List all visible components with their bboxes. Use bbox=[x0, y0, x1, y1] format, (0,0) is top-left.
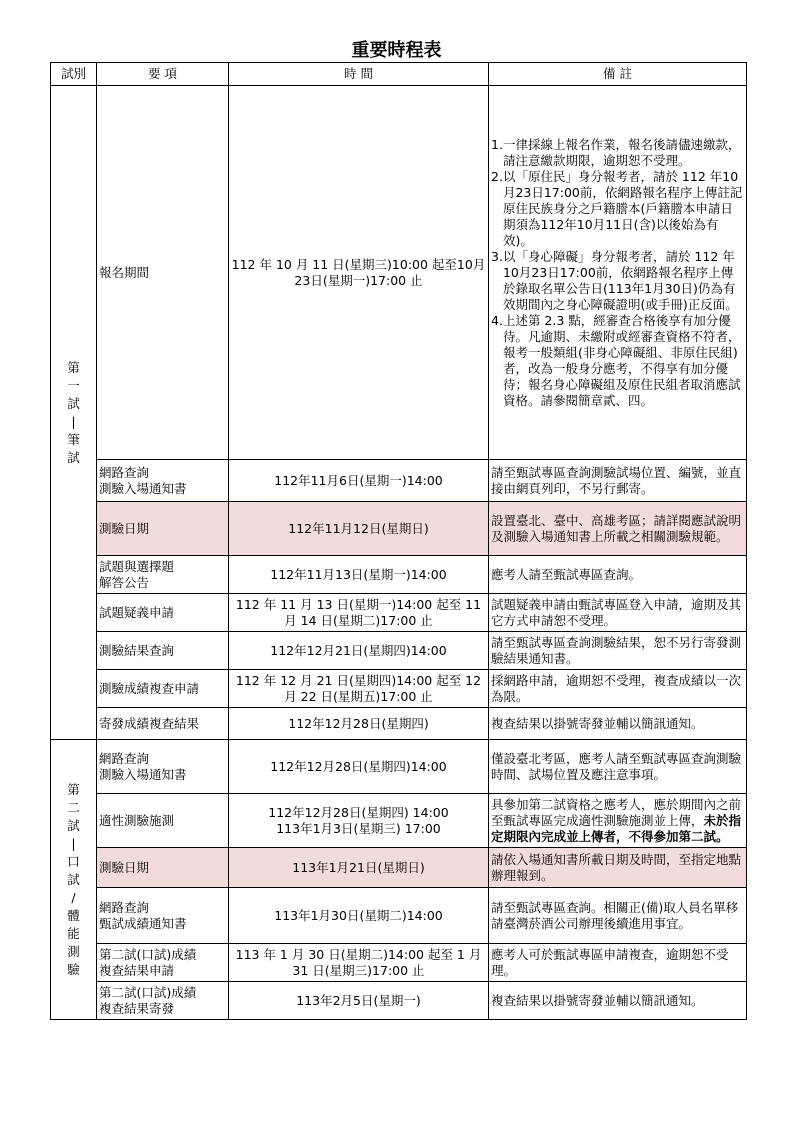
note-cell: 設置臺北、臺中、高雄考區；請詳閱應試說明及測驗入場通知書上所載之相關測驗規範。 bbox=[489, 502, 747, 556]
stage-char: 二 bbox=[67, 799, 80, 815]
item-cell: 試題疑義申請 bbox=[97, 594, 229, 632]
note-text: 一律採線上報名作業，報名後請儘速繳款，請注意繳款期限，逾期恕不受理。 bbox=[502, 136, 741, 168]
note-cell: 僅設臺北考區，應考人請至甄試專區查詢測驗時間、試場位置及應注意事項。 bbox=[489, 740, 747, 794]
time-cell: 112年12月21日(星期四)14:00 bbox=[229, 632, 489, 670]
schedule-row bbox=[51, 708, 747, 740]
note-text: 以「身心障礙」身分報考者，請於 112 年10月23日17:00前，依網路報名程序上傳於錄取名單公告日(113年1月30日)仍為有效期間內之身心障礙證明(或手冊)正反面。 bbox=[502, 248, 738, 312]
stage-char: / bbox=[71, 889, 76, 905]
stage-char: 一 bbox=[67, 377, 80, 393]
stage-char: 試 bbox=[67, 871, 80, 887]
stage-char: 體 bbox=[67, 907, 80, 923]
schedule-row bbox=[51, 944, 747, 982]
header-row bbox=[51, 63, 747, 86]
stage-label bbox=[51, 781, 96, 979]
schedule-row bbox=[51, 502, 747, 556]
stage-label bbox=[51, 359, 96, 467]
stage-char: 口 bbox=[67, 853, 80, 869]
time-cell: 113年2月5日(星期一) bbox=[229, 982, 489, 1020]
note-cell: 具參加第二試資格之應考人，應於期間內之前至甄試專區完成適性測驗施測並上傳，未於指定期限內完成並上傳者，不得參加第二試。 bbox=[489, 794, 747, 848]
stage-char: 測 bbox=[67, 943, 80, 959]
stage-char: | bbox=[71, 835, 76, 851]
header-time: 時 間 bbox=[229, 63, 489, 86]
time-cell: 113年1月21日(星期日) bbox=[229, 848, 489, 888]
time-cell: 112年12月28日(星期四)14:00 bbox=[229, 740, 489, 794]
item-cell: 測驗日期 bbox=[97, 502, 229, 556]
item-cell: 網路查詢 測驗入場通知書 bbox=[97, 460, 229, 502]
stage-char: 第 bbox=[67, 359, 80, 375]
note-list bbox=[491, 137, 744, 409]
item-cell: 測驗結果查詢 bbox=[97, 632, 229, 670]
note-cell bbox=[489, 86, 747, 460]
item-cell: 網路查詢 測驗入場通知書 bbox=[97, 740, 229, 794]
stage-char: 試 bbox=[67, 817, 80, 833]
item-cell: 測驗日期 bbox=[97, 848, 229, 888]
time-cell: 112年11月6日(星期一)14:00 bbox=[229, 460, 489, 502]
stage-char: 試 bbox=[67, 449, 80, 465]
item-cell: 適性測驗施測 bbox=[97, 794, 229, 848]
stage-char: 試 bbox=[67, 395, 80, 411]
schedule-row bbox=[51, 794, 747, 848]
stage-cell bbox=[51, 86, 97, 740]
schedule-row bbox=[51, 556, 747, 594]
note-number: 3. bbox=[491, 248, 503, 264]
note-text: 上述第 2.3 點，經審查合格後享有加分優待。凡逾期、未繳附或經審查資格不符者，報考一般類組(非身心障礙組、非原住民組)者，改為一般身分應考，不得享有加分優待；報名身心障礙組及原住民組者取消應試資格。請參閱簡章貳、四。 bbox=[502, 312, 741, 408]
note-cell: 複查結果以掛號寄發並輔以簡訊通知。 bbox=[489, 982, 747, 1020]
note-list-item bbox=[491, 313, 744, 409]
schedule-table bbox=[50, 62, 747, 1020]
note-cell: 複查結果以掛號寄發並輔以簡訊通知。 bbox=[489, 708, 747, 740]
stage-char: 筆 bbox=[67, 431, 80, 447]
schedule-row bbox=[51, 460, 747, 502]
note-text: 以「原住民」身分報考者，請於 112 年10月23日17:00前，依網路報名程序上傳註記原住民族身分之戶籍謄本(戶籍謄本申請日期須為112年10月11日(含)以後始為有效)。 bbox=[502, 168, 743, 248]
time-cell: 113年1月30日(星期二)14:00 bbox=[229, 888, 489, 944]
note-cell: 請依入場通知書所載日期及時間，至指定地點辦理報到。 bbox=[489, 848, 747, 888]
time-cell: 112年11月13日(星期一)14:00 bbox=[229, 556, 489, 594]
note-cell: 應考人可於甄試專區申請複查，逾期恕不受理。 bbox=[489, 944, 747, 982]
item-cell: 網路查詢 甄試成績通知書 bbox=[97, 888, 229, 944]
schedule-row bbox=[51, 982, 747, 1020]
page-title: 重要時程表 bbox=[351, 40, 442, 61]
time-cell: 112 年 11 月 13 日(星期一)14:00 起至 11 月 14 日(星期二)17:00 止 bbox=[229, 594, 489, 632]
note-list-item bbox=[491, 249, 744, 313]
stage-char: 第 bbox=[67, 781, 80, 797]
note-cell: 請至甄試專區查詢。相關正(備)取人員名單移請臺灣菸酒公司辦理後續進用事宜。 bbox=[489, 888, 747, 944]
note-number: 4. bbox=[491, 312, 503, 328]
schedule-row bbox=[51, 670, 747, 708]
note-cell: 請至甄試專區查詢測驗結果，恕不另行寄發測驗結果通知書。 bbox=[489, 632, 747, 670]
time-cell: 112年12月28日(星期四) bbox=[229, 708, 489, 740]
note-emphasis: 未於指定期限內完成並上傳者，不得參加第二試。 bbox=[491, 812, 742, 844]
schedule-row bbox=[51, 888, 747, 944]
note-list-item bbox=[491, 137, 744, 169]
header-item: 要 項 bbox=[97, 63, 229, 86]
note-number: 1. bbox=[491, 136, 503, 152]
header-stage: 試別 bbox=[51, 63, 97, 86]
item-cell: 寄發成績複查結果 bbox=[97, 708, 229, 740]
schedule-row bbox=[51, 86, 747, 460]
item-cell: 測驗成績複查申請 bbox=[97, 670, 229, 708]
time-cell: 112年12月28日(星期四) 14:00 113年1月3日(星期三) 17:00 bbox=[229, 794, 489, 848]
item-cell: 報名期間 bbox=[97, 86, 229, 460]
note-cell: 請至甄試專區查詢測驗試場位置、編號，並直接由網頁列印，不另行郵寄。 bbox=[489, 460, 747, 502]
stage-char: | bbox=[71, 413, 76, 429]
schedule-row bbox=[51, 594, 747, 632]
time-cell: 112年11月12日(星期日) bbox=[229, 502, 489, 556]
time-cell: 113 年 1 月 30 日(星期二)14:00 起至 1 月 31 日(星期三)17:00 止 bbox=[229, 944, 489, 982]
note-list-item bbox=[491, 169, 744, 249]
item-cell: 第二試(口試)成績 複查結果申請 bbox=[97, 944, 229, 982]
time-cell: 112 年 10 月 11 日(星期三)10:00 起至10月23日(星期一)17:00 止 bbox=[229, 86, 489, 460]
stage-char: 驗 bbox=[67, 961, 80, 977]
item-cell: 試題與選擇題 解答公告 bbox=[97, 556, 229, 594]
schedule-row bbox=[51, 632, 747, 670]
note-number: 2. bbox=[491, 168, 503, 184]
stage-char: 能 bbox=[67, 925, 80, 941]
item-cell: 第二試(口試)成績 複查結果寄發 bbox=[97, 982, 229, 1020]
schedule-row bbox=[51, 740, 747, 794]
schedule-row bbox=[51, 848, 747, 888]
time-cell: 112 年 12 月 21 日(星期四)14:00 起至 12 月 22 日(星期五)17:00 止 bbox=[229, 670, 489, 708]
header-note: 備 註 bbox=[489, 63, 747, 86]
note-cell: 採網路申請，逾期恕不受理，複查成績以一次為限。 bbox=[489, 670, 747, 708]
stage-cell bbox=[51, 740, 97, 1020]
note-cell: 應考人請至甄試專區查詢。 bbox=[489, 556, 747, 594]
note-cell: 試題疑義申請由甄試專區登入申請，逾期及其它方式申請恕不受理。 bbox=[489, 594, 747, 632]
